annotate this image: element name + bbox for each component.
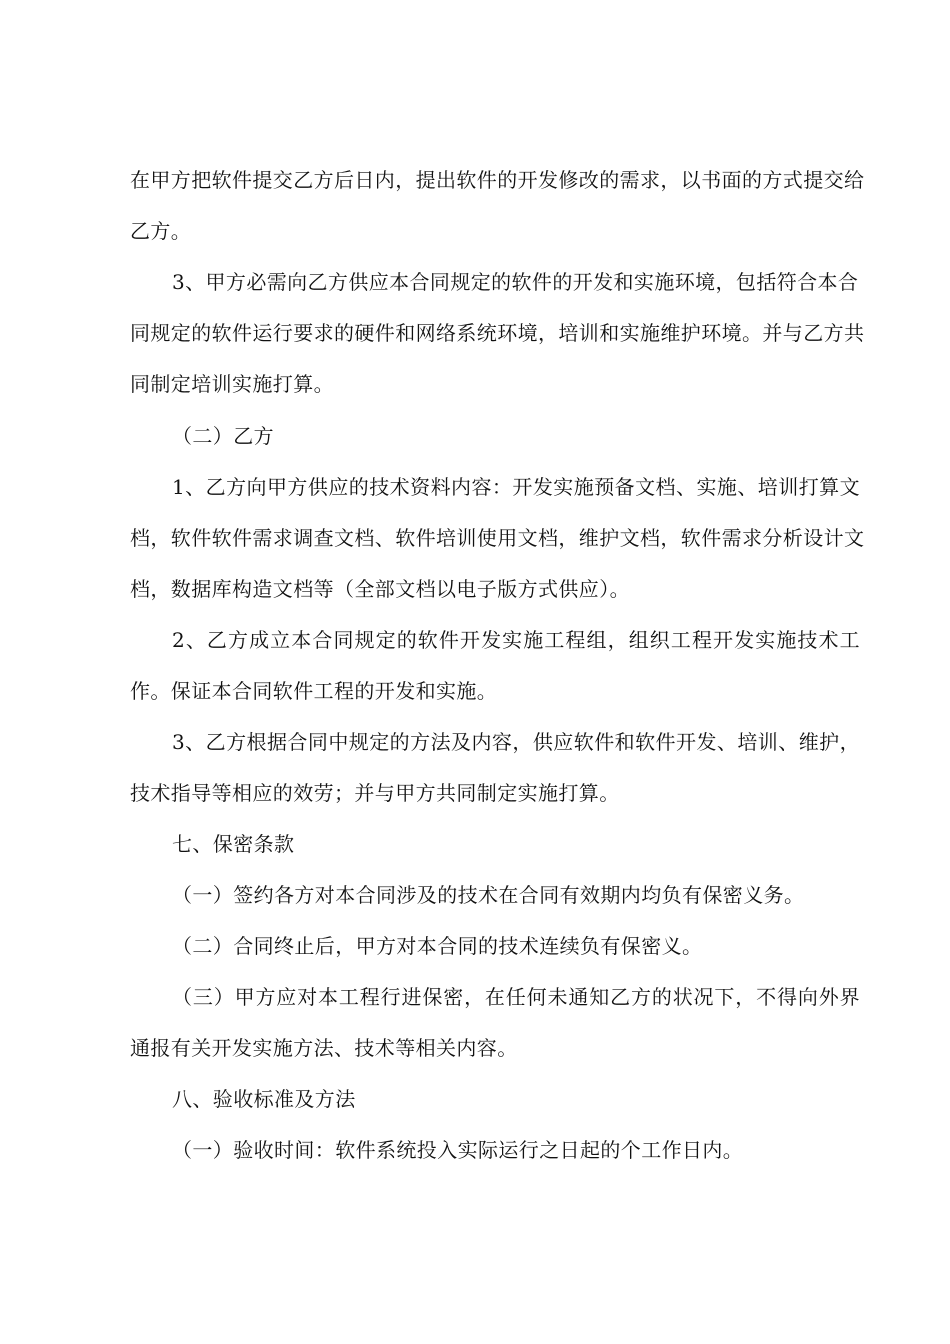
paragraph-line: 同规定的软件运行要求的硬件和网络系统环境，培训和实施维护环境。并与乙方共 xyxy=(130,321,865,345)
clause-3-line: 3、甲方必需向乙方供应本合同规定的软件的开发和实施环境，包括符合本合 xyxy=(172,270,859,294)
clause-3b-line: 3、乙方根据合同中规定的方法及内容，供应软件和软件开发、培训、维护， xyxy=(172,730,860,754)
acceptance-item-1: （一）验收时间：软件系统投入实际运行之日起的个工作日内。 xyxy=(172,1138,744,1162)
paragraph-line: 技术指导等相应的效劳；并与甲方共同制定实施打算。 xyxy=(130,781,620,805)
clause-1-line: 1、乙方向甲方供应的技术资料内容：开发实施预备文档、实施、培训打算文 xyxy=(172,475,860,499)
section-heading-acceptance: 八、验收标准及方法 xyxy=(172,1087,356,1111)
paragraph-line: 作。保证本合同软件工程的开发和实施。 xyxy=(130,679,498,703)
paragraph-line: 在甲方把软件提交乙方后日内，提出软件的开发修改的需求，以书面的方式提交给 xyxy=(130,168,865,192)
paragraph-line: 档，数据库构造文档等（全部文档以电子版方式供应）。 xyxy=(130,577,630,601)
section-heading-confidentiality: 七、保密条款 xyxy=(172,832,295,856)
confidentiality-item-2: （二）合同终止后，甲方对本合同的技术连续负有保密义。 xyxy=(172,934,703,958)
paragraph-line: 档，软件软件需求调查文档、软件培训使用文档，维护文档，软件需求分析设计文 xyxy=(130,526,865,550)
clause-2-line: 2、乙方成立本合同规定的软件开发实施工程组，组织工程开发实施技术工 xyxy=(172,628,860,652)
confidentiality-item-1: （一）签约各方对本合同涉及的技术在合同有效期内均负有保密义务。 xyxy=(172,883,805,907)
section-heading-party-b: （二）乙方 xyxy=(172,424,274,448)
paragraph-line: 同制定培训实施打算。 xyxy=(130,372,334,396)
confidentiality-item-3: （三）甲方应对本工程行进保密，在任何未通知乙方的状况下，不得向外界 xyxy=(172,985,860,1009)
paragraph-line: 乙方。 xyxy=(130,219,192,243)
paragraph-line: 通报有关开发实施方法、技术等相关内容。 xyxy=(130,1036,518,1060)
